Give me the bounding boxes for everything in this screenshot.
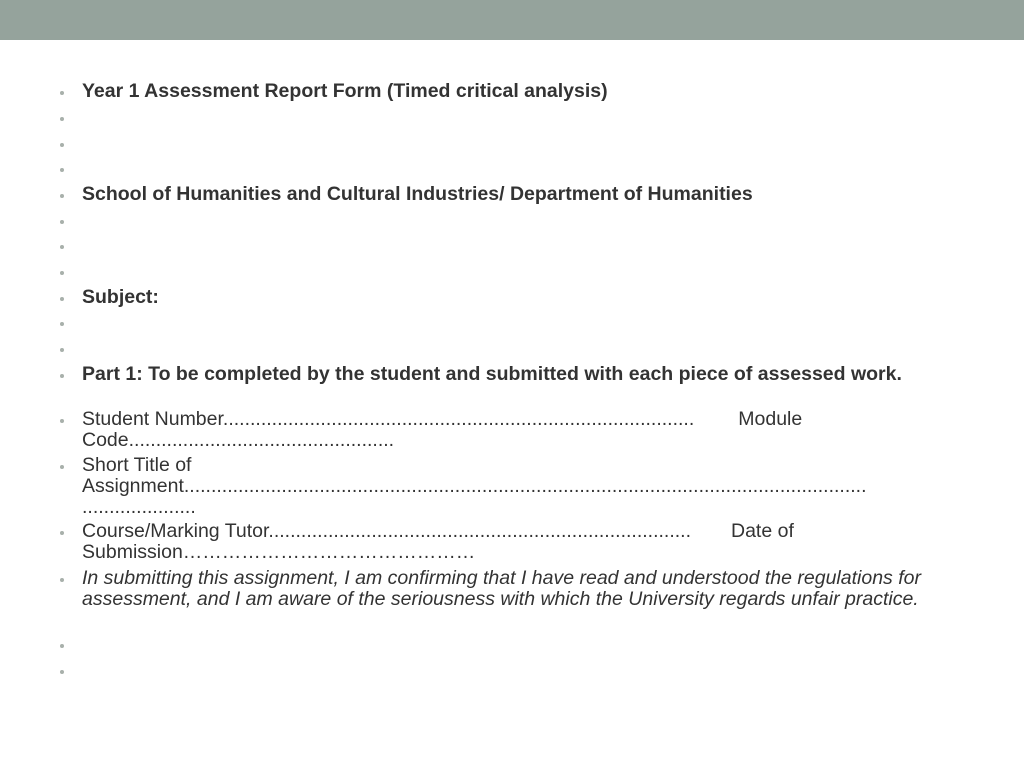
module-code-label: Module <box>738 408 803 430</box>
module-code-line: Code................................................. <box>82 429 395 451</box>
student-number-field <box>82 409 972 430</box>
student-number-line: Student Number....................................................................................... <box>82 408 695 430</box>
course-tutor-line: Course/Marking Tutor.............................................................................. <box>82 520 691 542</box>
form-title: Year 1 Assessment Report Form (Timed critical analysis) <box>82 80 608 102</box>
short-title-label: Short Title of <box>82 454 192 476</box>
part1-instructions: Part 1: To be completed by the student and submitted with each piece of assessed work. <box>82 363 902 385</box>
declaration-text: In submitting this assignment, I am confirming that I have read and understood the regulations for assessment, and I am aware of the seriousness with which the University regards unfair practice. <box>82 567 921 610</box>
submission-line: Submission……………………………………… <box>82 541 476 563</box>
school-name: School of Humanities and Cultural Industries/ Department of Humanities <box>82 183 753 205</box>
short-title-line-cont: ..................... <box>82 496 196 518</box>
date-label: Date of <box>731 520 794 542</box>
short-title-line: Assignment.............................................................................................................................. <box>82 475 867 497</box>
header-bar <box>0 0 1024 40</box>
course-tutor-field <box>82 521 972 542</box>
subject-label: Subject: <box>82 286 159 308</box>
